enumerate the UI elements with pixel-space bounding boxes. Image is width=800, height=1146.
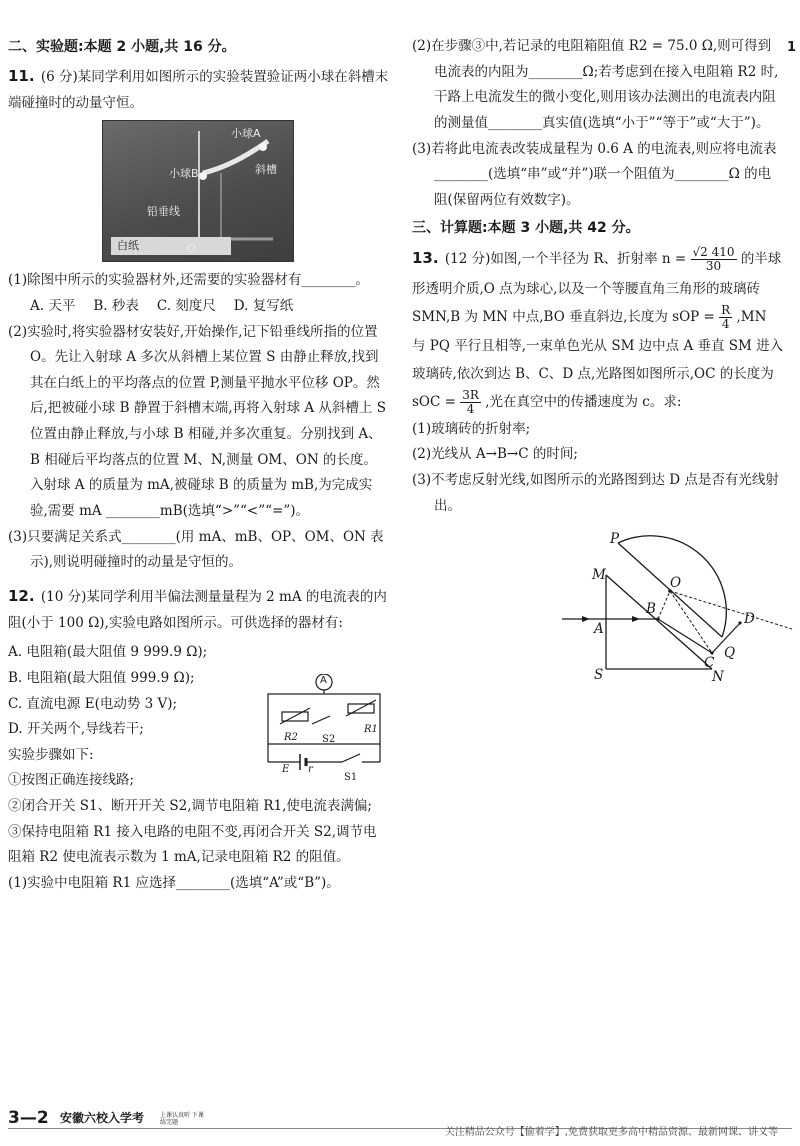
question-12-part-2: (2)在步骤③中,若记录的电阻箱阻值 R2 = 75.0 Ω,则可得到电流表的内阻为________Ω;若考虑到在接入电阻箱 R2 时,干路上电流发生的微小变化,则用该办法测出的电流表内阻的测量值________真实值(选填“小于”“等于”或“大于”)。	[412, 38, 779, 131]
book-title: 安徽六校入学考	[60, 1111, 145, 1125]
label-ball-a: 小球A	[231, 127, 261, 141]
question-13-stem-d: ,光在真空中的传播速度为 c。求:	[485, 394, 682, 411]
soc-denominator: 4	[466, 402, 475, 417]
question-13-part-2: (2)光线从 A→B→C 的时间;	[412, 446, 578, 463]
label-ball-b: 小球B	[169, 167, 199, 181]
circuit-label-r1: R1	[364, 723, 378, 735]
circuit-label-s1: S1	[344, 771, 358, 783]
diagram-label-d: D	[744, 611, 755, 628]
question-12-part-3: (3)若将此电流表改装成量程为 0.6 A 的电流表,则应将电流表________(选填“串”或“并”)联一个阻值为________Ω 的电阻(保留两位有效数字)。	[412, 140, 777, 208]
step-3: ③保持电阻箱 R1 接入电路的电阻不变,再闭合开关 S2,调节电阻箱 R2 使电流表示数为 1 mA,记录电阻箱 R2 的阻值。	[8, 823, 377, 866]
question-13-part-1: (1)玻璃砖的折射率;	[412, 420, 531, 437]
question-13-stem-a: (12 分)如图,一个半径为 R、折射率 n =	[444, 251, 691, 268]
n-numerator: √2 410	[692, 245, 735, 260]
footer-note: 关注精品公众号【偷着学】,免费获取更多高中精品资源、最新网课、讲义等	[444, 1127, 778, 1138]
section-3-heading: 三、计算题:本题 3 小题,共 42 分。	[412, 220, 640, 237]
item-b: B. 电阻箱(最大阻值 999.9 Ω);	[8, 669, 195, 686]
left-column	[8, 34, 390, 897]
question-11-stem: (6 分)某同学利用如图所示的实验装置验证两小球在斜槽末端碰撞时的动量守恒。	[8, 69, 389, 111]
diagram-label-o: O	[670, 575, 682, 592]
refractive-index-fraction	[691, 246, 737, 273]
label-white-paper: 白纸	[117, 239, 139, 253]
label-origin-o: O	[187, 242, 196, 256]
question-11-options	[8, 294, 390, 320]
question-12-stem: (10 分)某同学利用半偏法测量量程为 2 mA 的电流表的内阻(小于 100 Ω),实验电路如图所示。可供选择的器材有:	[8, 588, 387, 631]
n-denominator: 30	[705, 259, 722, 274]
question-11	[8, 62, 390, 576]
circuit-diagram	[260, 674, 388, 772]
label-slope: 斜槽	[255, 163, 277, 177]
label-plumb-line: 铅垂线	[147, 205, 180, 219]
step-1: ①按图正确连接线路;	[8, 772, 135, 789]
diagram-label-p: P	[610, 531, 620, 548]
question-11-number: 11.	[8, 67, 35, 85]
diagram-label-m: M	[592, 567, 606, 584]
soc-fraction	[460, 389, 481, 416]
question-11-part-2: (2)实验时,将实验器材安装好,开始操作,记下铅垂线所指的位置 O。先让入射球 A 多次从斜槽上某位置 S 由静止释放,找到其在白纸上的平均落点的位置 P,测量平抛水平位移 OP。然后,把被碰小球 B 静置于斜槽末端,再将入射球 A 从斜槽上 S 位置由静止释放,与小球 B 相碰,并多次重复。分别找到 A、B 相碰后平均落点的位置 M、N,测量 OM、ON 的长度。入射球 A 的质量为 mA,被碰球 B 的质量为 mB,为完成实验,需要 mA ________mB(选填“>”“<”“=”)。	[8, 323, 386, 520]
page-footer	[8, 1108, 792, 1138]
steps-title: 实验步骤如下:	[8, 746, 94, 763]
diagram-label-s: S	[594, 667, 604, 684]
option-b: B. 秒表	[93, 297, 139, 314]
page-number: 3—2	[8, 1108, 49, 1128]
question-13	[412, 243, 784, 685]
optics-figure	[562, 533, 800, 685]
question-13-stem-c: ,MN 与 PQ 平行且相等,一束单色光从 SM 边中点 A 垂直 SM 进入玻璃砖,依次到达 B、C、D 点,光路图如图所示,OC 的长度为 sOC =	[412, 309, 784, 411]
question-13-part-3: (3)不考虑反射光线,如图所示的光路图到达 D 点是否有光线射出。	[412, 471, 779, 514]
diagram-label-c: C	[704, 655, 715, 672]
question-12-number: 12.	[8, 586, 35, 605]
experiment-photo	[102, 120, 294, 262]
soc-numerator: 3R	[462, 388, 479, 403]
option-a: A. 天平	[30, 297, 76, 314]
circuit-label-ammeter: A	[320, 674, 327, 686]
diagram-label-b: B	[646, 601, 656, 618]
question-12	[8, 582, 390, 897]
question-13-number: 13.	[412, 249, 439, 268]
circuit-label-r2: R2	[284, 731, 298, 743]
right-column	[412, 34, 784, 685]
circuit-label-s2: S2	[322, 733, 336, 745]
question-12-part-1: (1)实验中电阻箱 R1 应选择________(选填“A”或“B”)。	[8, 875, 340, 892]
option-d: D. 复写纸	[233, 297, 294, 314]
section-2-heading: 二、实验题:本题 2 小题,共 16 分。	[8, 39, 236, 55]
option-c: C. 刻度尺	[156, 297, 216, 314]
footer-slogan: 上课认真听 下课练完题	[160, 1111, 204, 1126]
step-2: ②闭合开关 S1、断开开关 S2,调节电阻箱 R1,使电流表满偏;	[8, 798, 372, 815]
question-13-stem-b: 的半球形透明介质,O 点为球心,以及一个等腰直角三角形的玻璃砖 SMN,B 为 MN 中点,BO 垂直斜边,长度为 sOP =	[412, 251, 782, 326]
item-a: A. 电阻箱(最大阻值 9 999.9 Ω);	[8, 644, 208, 661]
item-c: C. 直流电源 E(电动势 3 V);	[8, 695, 178, 712]
diagram-label-q: Q	[724, 645, 736, 662]
diagram-label-n: N	[712, 669, 724, 686]
question-11-part-3: (3)只要满足关系式________(用 mA、mB、OP、OM、ON 表示),则说明碰撞时的动量是守恒的。	[8, 528, 384, 571]
circuit-label-e: E	[282, 763, 290, 775]
item-d: D. 开关两个,导线若干;	[8, 721, 144, 738]
optics-diagram	[562, 533, 800, 685]
diagram-label-a: A	[594, 621, 604, 638]
page-corner-mark: 1	[786, 40, 796, 55]
question-11-part-1: (1)除图中所示的实验器材外,还需要的实验器材有________。	[8, 272, 369, 289]
sop-numerator: R	[721, 303, 731, 318]
circuit-label-r: r	[308, 763, 313, 775]
sop-fraction	[719, 304, 732, 331]
sop-denominator: 4	[721, 317, 730, 332]
